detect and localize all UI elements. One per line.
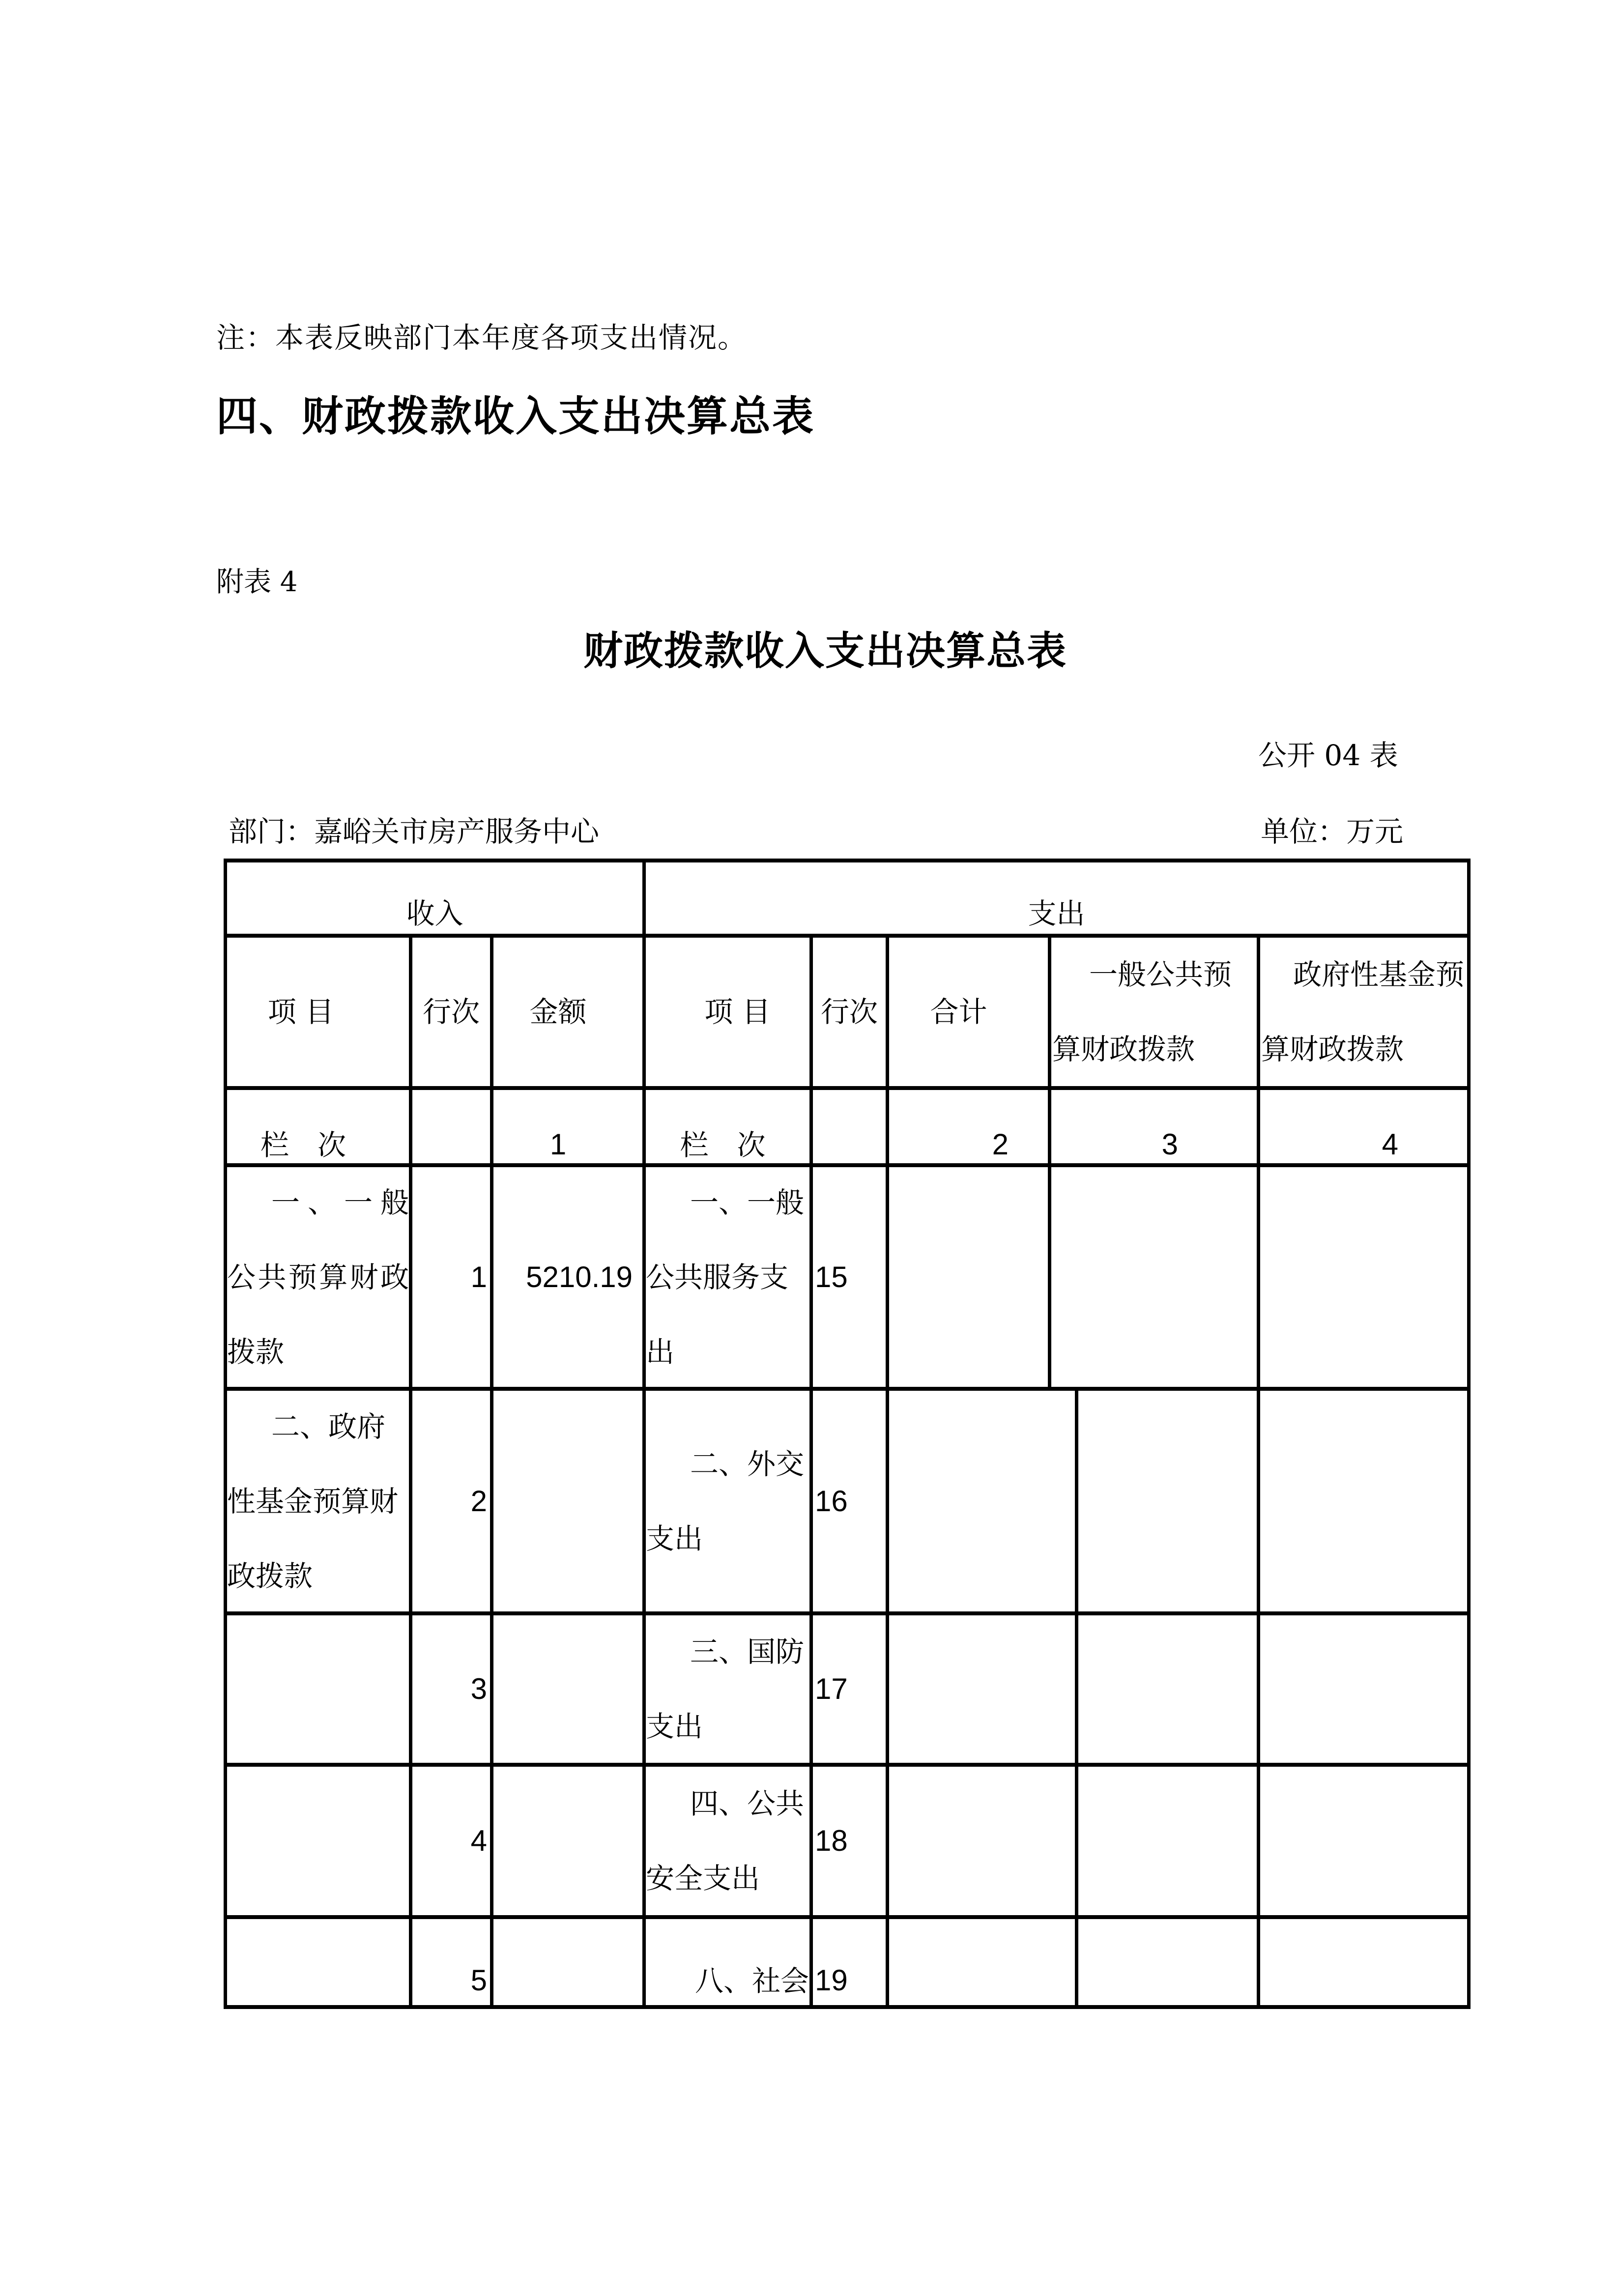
income-item-cell [227,1615,409,1763]
col-divider [886,934,889,2009]
unit-label: 单位：万元 [1261,815,1404,848]
col-index-label-left: 栏 次 [260,1128,346,1162]
col-header-income-amount: 金额 [529,995,587,1029]
col-divider [409,934,412,2009]
section-heading: 四、财政拨款收入支出决算总表 [216,392,815,440]
table-note: 注：本表反映部门本年度各项支出情况。 [216,321,748,354]
col-header-income-item: 项 目 [267,995,334,1029]
general-budget-cell[interactable] [1078,1767,1257,1915]
gov-fund-cell[interactable] [1260,1767,1467,1915]
department-label: 部门：嘉峪关市房产服务中心 [229,815,600,848]
col-header-expense-item: 项 目 [704,995,771,1029]
gov-fund-cell[interactable] [1260,1391,1467,1611]
general-budget-cell[interactable] [1078,1919,1257,2005]
col-divider [642,859,646,2009]
income-amount-cell[interactable] [493,1391,642,1611]
col-divider [1048,934,1051,1387]
general-budget-cell[interactable] [1078,1391,1257,1611]
expense-row-cell: 15 [815,1260,848,1293]
income-row-cell: 5 [470,1964,487,1997]
income-amount-cell[interactable] [493,1919,642,2005]
income-row-cell: 2 [470,1484,487,1518]
expense-item-cell: 三、国防支出 [646,1635,805,1743]
table-border-left [224,859,227,2009]
gov-fund-cell[interactable] [1260,1167,1467,1387]
table-title: 财政拨款收入支出决算总表 [583,628,1067,674]
expense-item-cell: 二、外交支出 [646,1447,805,1555]
col-index-general-budget: 3 [1161,1128,1178,1161]
col-index-total: 2 [992,1128,1009,1161]
expense-item-cell: 一、一般公共服务支出 [646,1185,805,1369]
expense-row-cell: 16 [815,1484,848,1518]
col-header-income-row: 行次 [422,995,480,1029]
col-index-amount: 1 [549,1128,567,1161]
general-budget-cell[interactable] [1051,1167,1257,1387]
income-row-cell: 4 [470,1824,487,1857]
expense-row-cell: 18 [815,1824,848,1857]
col-header-general-budget: 一般公共预算财政拨款 [1052,958,1232,1066]
expense-total-cell[interactable] [889,1919,1075,2005]
income-amount-cell[interactable] [493,1767,642,1915]
income-item-cell [227,1919,409,2005]
col-divider [490,934,493,2009]
income-group-header: 收入 [406,897,463,930]
expense-total-cell[interactable] [889,1391,1075,1611]
table-code: 公开 04 表 [1258,739,1398,772]
income-row-cell: 3 [470,1672,487,1705]
attachment-label: 附表 4 [216,566,298,598]
income-amount-cell[interactable] [493,1615,642,1763]
col-divider [1075,1387,1078,2009]
expense-total-cell[interactable] [889,1615,1075,1763]
expense-item-cell: 八、社会 [695,1964,809,1998]
expense-item-cell: 四、公共安全支出 [646,1787,805,1895]
general-budget-cell[interactable] [1078,1615,1257,1763]
col-header-gov-fund: 政府性基金预算财政拨款 [1261,958,1465,1066]
col-divider [809,934,813,2009]
income-amount-cell[interactable]: 5210.19 [526,1260,633,1293]
col-header-expense-row: 行次 [820,995,878,1029]
col-divider [1257,934,1260,2009]
gov-fund-cell[interactable] [1260,1615,1467,1763]
income-item-cell [227,1767,409,1915]
income-row-cell: 1 [470,1260,487,1293]
income-item-cell: 一、一般公共预算财政拨款 [227,1185,409,1369]
col-index-label-right: 栏 次 [680,1128,766,1162]
col-header-expense-total: 合计 [930,995,987,1029]
expense-total-cell[interactable] [889,1167,1048,1387]
table-border-top [224,859,1471,862]
table-border-right [1467,859,1471,2009]
income-item-cell: 二、政府性基金预算财政拨款 [227,1409,399,1593]
expense-group-header: 支出 [1028,897,1085,930]
col-index-gov-fund: 4 [1382,1128,1398,1161]
expense-row-cell: 17 [815,1672,848,1705]
expense-total-cell[interactable] [889,1767,1075,1915]
expense-row-cell: 19 [815,1964,848,1997]
gov-fund-cell[interactable] [1260,1919,1467,2005]
